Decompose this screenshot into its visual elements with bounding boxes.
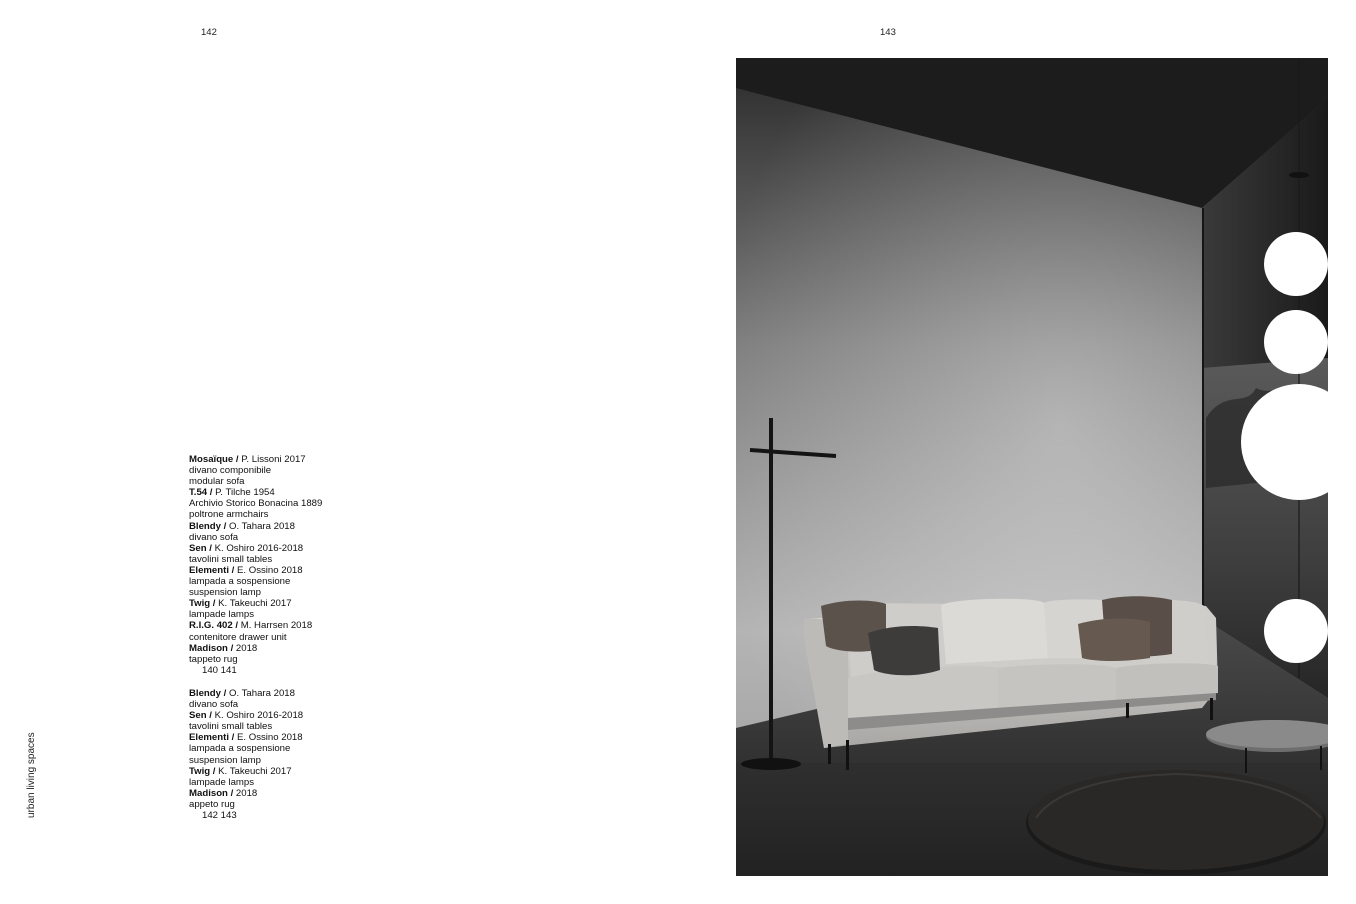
credit-entry-heading: [189, 788, 409, 799]
designer-year: E. Ossino 2018: [237, 564, 303, 576]
product-name: Blendy /: [189, 688, 227, 699]
designer-year: K. Oshiro 2016-2018: [214, 542, 304, 554]
designer-year: K. Oshiro 2016-2018: [214, 710, 304, 722]
credit-entry-heading: [189, 732, 409, 743]
product-description: poltrone armchairs: [189, 509, 269, 521]
credit-entry-heading: [189, 565, 409, 576]
product-description: tavolini small tables: [189, 553, 273, 565]
interior-photo: [736, 58, 1328, 876]
product-name: Madison /: [189, 642, 234, 654]
page-number-right: 143: [880, 27, 896, 38]
page-number-left: 142: [201, 27, 217, 38]
designer-year: P. Tilche 1954: [215, 487, 275, 499]
product-description: suspension lamp: [189, 754, 261, 766]
credit-entry-heading: [189, 688, 409, 699]
product-name: Mosaïque /: [189, 454, 239, 465]
product-description: modular sofa: [189, 476, 245, 488]
credit-entry-heading: [189, 543, 409, 554]
designer-year: 2018: [235, 787, 258, 799]
product-name: Elementi /: [189, 732, 235, 744]
product-name: Sen /: [189, 542, 212, 554]
product-description: lampade lamps: [189, 776, 255, 788]
designer-year: O. Tahara 2018: [229, 520, 295, 532]
product-description: appeto rug: [189, 798, 235, 810]
product-description: contenitore drawer unit: [189, 631, 287, 643]
credit-entry-heading: [189, 710, 409, 721]
credit-entry-heading: [189, 487, 409, 498]
product-credits-block: [189, 454, 409, 676]
page-reference: 140 141: [202, 664, 237, 676]
product-credits-block: [189, 688, 409, 821]
product-description: lampada a sospensione: [189, 576, 291, 588]
product-description: divano sofa: [189, 699, 239, 711]
section-title: urban living spaces: [26, 732, 37, 818]
designer-year: 2018: [235, 642, 258, 654]
product-description: lampada a sospensione: [189, 743, 291, 755]
designer-year: K. Takeuchi 2017: [218, 598, 292, 610]
designer-year: O. Tahara 2018: [229, 688, 295, 699]
product-name: Twig /: [189, 765, 216, 777]
designer-year: P. Lissoni 2017: [241, 454, 306, 465]
credit-entry-heading: [189, 521, 409, 532]
product-description: lampade lamps: [189, 609, 255, 621]
product-name: Blendy /: [189, 520, 227, 532]
designer-year: E. Ossino 2018: [237, 732, 303, 744]
product-name: Madison /: [189, 787, 234, 799]
product-name: Twig /: [189, 598, 216, 610]
designer-year: M. Harrsen 2018: [240, 620, 313, 632]
credit-entry-heading: [189, 454, 409, 465]
product-name: Elementi /: [189, 564, 235, 576]
product-name: R.I.G. 402 /: [189, 620, 239, 632]
product-description: tappeto rug: [189, 653, 238, 665]
product-description: Archivio Storico Bonacina 1889: [189, 498, 323, 510]
product-description: tavolini small tables: [189, 721, 273, 733]
credit-entry-heading: [189, 643, 409, 654]
credit-entry-heading: [189, 620, 409, 631]
product-name: Sen /: [189, 710, 212, 722]
product-description: divano componibile: [189, 465, 272, 477]
product-description: divano sofa: [189, 531, 239, 543]
product-description: suspension lamp: [189, 587, 261, 599]
designer-year: K. Takeuchi 2017: [218, 765, 292, 777]
credit-entry-heading: [189, 598, 409, 609]
credit-entry-heading: [189, 766, 409, 777]
product-name: T.54 /: [189, 487, 213, 499]
page-reference: 142 143: [202, 810, 237, 822]
